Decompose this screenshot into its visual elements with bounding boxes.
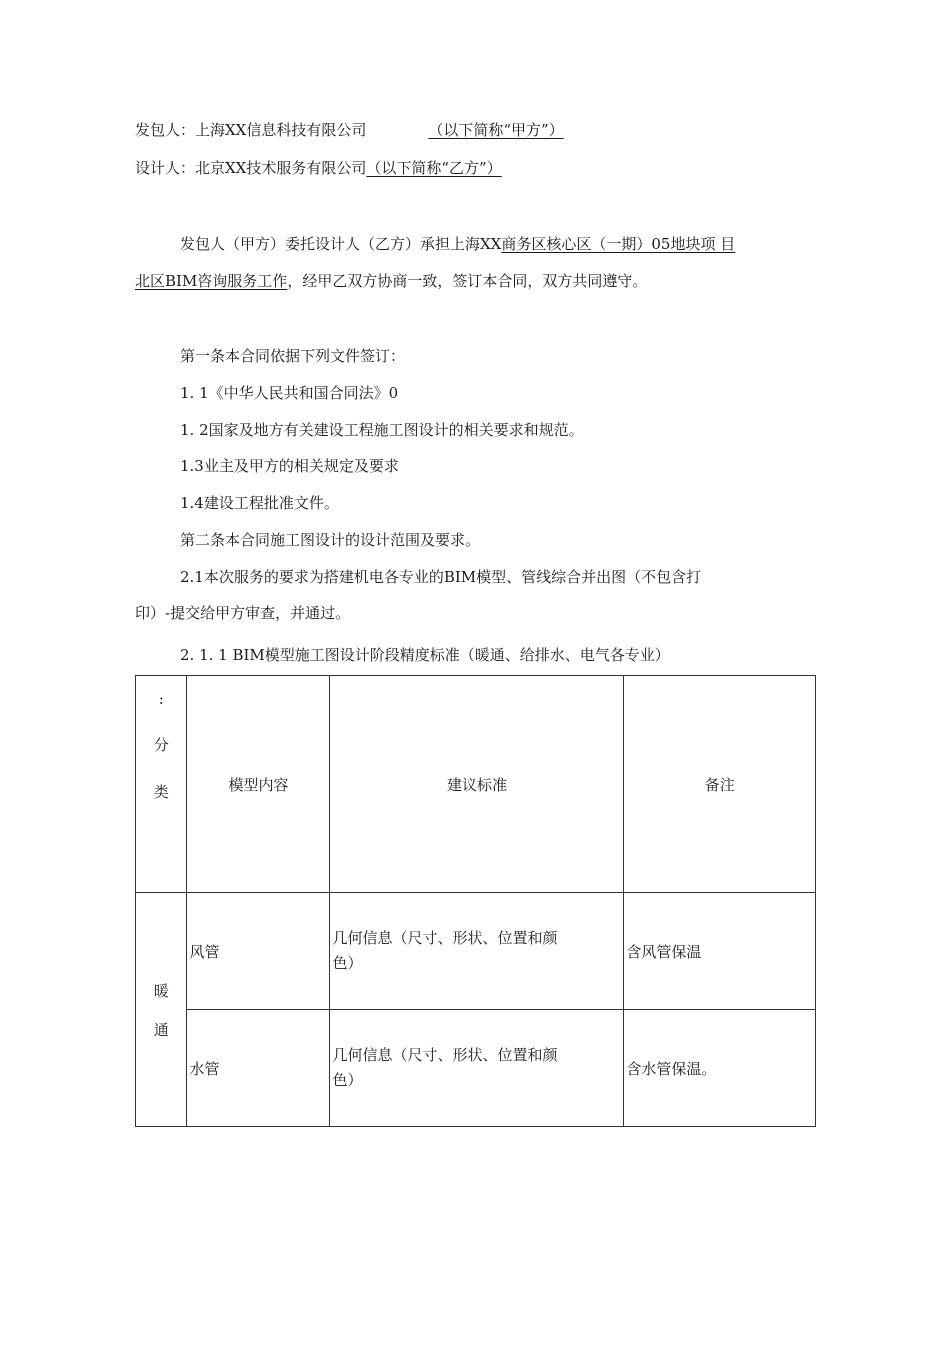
item-1-1: 1. 1《中华人民共和国合同法》0	[180, 384, 399, 402]
article-2-title: 第二条本合同施工图设计的设计范围及要求。	[180, 531, 481, 549]
header-category-cell	[136, 676, 187, 893]
row-note: 含水管保温。	[624, 1010, 816, 1127]
party-a-alias: （以下简称“甲方”）	[428, 121, 564, 139]
item-2-1-line-1: 2.1本次服务的要求为搭建机电各专业的BIM模型、管线综合并出图（不包含打	[180, 568, 702, 586]
row-standard-line-2: 色）	[332, 1071, 363, 1089]
party-b-alias: （以下简称“乙方”）	[366, 159, 502, 177]
item-1-2: 1. 2国家及地方有关建设工程施工图设计的相关要求和规范。	[180, 421, 584, 439]
hvac-category-cell	[136, 893, 187, 1127]
header-standard-cell: 建议标准	[330, 676, 624, 893]
item-2-1-1: 2. 1. 1 BIM模型施工图设计阶段精度标准（暖通、给排水、电气各专业）	[180, 646, 670, 664]
intro-line-1	[180, 234, 735, 254]
header-content-cell: 模型内容	[187, 676, 330, 893]
intro-line-2	[135, 271, 647, 291]
category-colon: :	[158, 690, 164, 708]
category-char-2: 类	[153, 783, 169, 801]
row-note: 含风管保温	[624, 893, 816, 1010]
article-1-title: 第一条本合同依据下列文件签订：	[180, 347, 406, 365]
row-standard	[330, 893, 624, 1010]
party-b-line	[135, 158, 502, 178]
item-2-1-line-2: 印）-提交给甲方审查，并通过。	[135, 604, 351, 622]
hvac-char-1: 暖	[153, 981, 169, 1000]
party-a-line	[135, 120, 564, 140]
intro-line-1-plain: 发包人（甲方）委托设计人（乙方）承担上海XX	[180, 235, 502, 253]
service-name-underlined: 北区BIM咨询服务工作	[135, 272, 288, 290]
row-content: 水管	[187, 1010, 330, 1127]
precision-standard-table	[135, 675, 816, 1127]
category-char-1: 分	[153, 736, 169, 754]
party-a-name: 发包人：上海XX信息科技有限公司	[135, 121, 367, 139]
project-name-underlined: 商务区核心区（一期）05地块项 目	[501, 235, 736, 253]
hvac-char-2: 通	[153, 1020, 169, 1039]
table-row	[136, 1010, 816, 1127]
intro-line-2-plain: ，经甲乙双方协商一致，签订本合同，双方共同遵守。	[287, 272, 648, 290]
table-header-row	[136, 676, 816, 893]
item-1-3: 1.3业主及甲方的相关规定及要求	[180, 457, 399, 475]
row-standard	[330, 1010, 624, 1127]
item-1-4: 1.4建设工程批准文件。	[180, 494, 339, 512]
row-content: 风管	[187, 893, 330, 1010]
row-standard-line-1: 几何信息（尺寸、形状、位置和颜	[332, 1046, 558, 1064]
party-b-name: 设计人：北京XX技术服务有限公司	[135, 159, 367, 177]
header-note-cell: 备注	[624, 676, 816, 893]
row-standard-line-1: 几何信息（尺寸、形状、位置和颜	[332, 929, 558, 947]
row-standard-line-2: 色）	[332, 954, 363, 972]
table-row	[136, 893, 816, 1010]
